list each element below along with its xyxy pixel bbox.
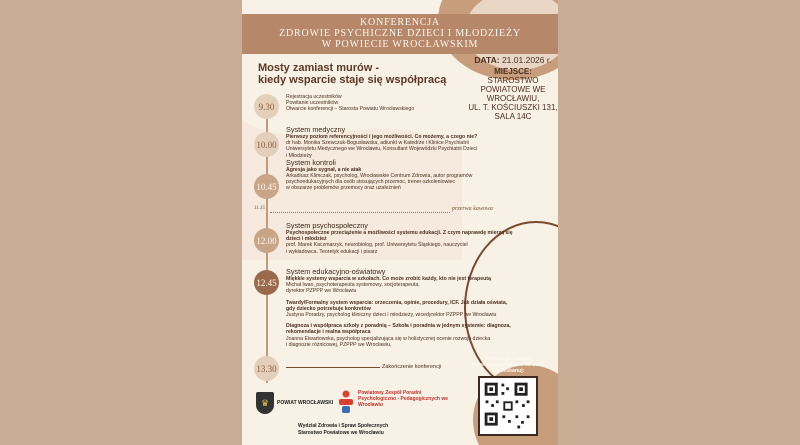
session-heading: System psychospołeczny [286,221,368,230]
organizer-footer [298,423,388,437]
time-badge: 12.45 [254,270,279,295]
schedule-line: Otwarcie konferencji – Starosta Powiatu Wrocławskiego [286,106,415,113]
session-topic: Diagnoza i współpraca szkoły z poradnią – Szkoła i poradnia w jednym systemie: diagnoza, rekomendacje i realna współpraca [286,323,511,336]
speaker-line: Michał Iwan, psychoterapeuta systemowy, socjoterapeuta, [286,282,420,289]
speaker-line: prof. Marek Kaczmarzyk, neurobiolog, prof. Uniwersytetu Śląskiego, nauczyciel [286,242,468,249]
poradnia-logo [338,390,458,414]
place-label: MIEJSCE: [494,67,532,76]
conference-banner [242,14,558,54]
event-date: 21.01.2026 r. [501,55,552,65]
place-line: WROCŁAWIU, [486,94,540,103]
title-line-1: Mosty zamiast murów - [258,62,380,74]
speaker-line: i diagnozie różnicowej, PZPPP we Wrocławiu, [286,341,392,348]
speaker-line: psychoedukacyjnych dla osób stosujących przemoc, trener-szkoleniowiec [286,179,455,186]
conference-poster [242,0,558,445]
registration-info [462,356,554,374]
registration-link[interactable]: www.pzp.edu.pl/konf-01-2026 [471,362,545,368]
qr-code-icon[interactable] [478,376,538,436]
closing-arrow [286,367,380,368]
time-badge: 10.00 [254,132,279,157]
session-topic: Psychospołeczne przeciążenie a możliwości systemu edukacji. Z czym naprawdę mierzą się dzieci i młodzież [286,230,513,243]
time-badge: 9.30 [254,94,279,119]
session-heading: System edukacyjno-oświatowy [286,267,386,276]
speaker-line: Arkadiusz Klimczak, psycholog, Wrocławskie Centrum Zdrowia, autor programów [286,173,473,180]
poradnia-logo-icon [338,390,354,414]
session-topic: Miękkie systemy wsparcia w szkołach. Co może zrobić każdy, kto nie jest terapeutą [286,276,491,282]
session-heading: System kontroli [286,157,336,167]
poradnia-name: Powiatowy Zespół Poradni Psychologiczno - Pedagogicznych we Wrocławiu [358,390,449,408]
schedule-item-opening [286,94,516,113]
speaker-line: i wykładowca. Teoretyk edukacji i pisarz [286,248,378,255]
session-heading: System medyczny [286,125,346,134]
speaker-line: dr hab. Monika Szewczuk-Bogusławska, adiunkt w Katedrze i Klinice Psychiatrii [286,140,469,147]
speaker-line: Uniwersytetu Medycznego we Wrocławiu, Konsultant Wojewódzki Psychiatrii Dzieci [286,146,478,153]
place-line: POWIATOWE WE [480,85,546,94]
speaker-line: Joanna Elwartowska, psycholog specjalizująca się w holistycznej ocenie rozwoju dziecka [286,335,491,342]
break-divider [270,212,450,213]
time-badge: 12.00 [254,228,279,253]
speaker-line: w obszarze problemów przemocy oraz uzależnień [286,185,401,192]
schedule-item-psychosocial [286,222,516,255]
speaker-line: dyrektor PZPPP we Wrocławiu [286,288,357,295]
powiat-name: POWIAT WROCŁAWSKI [277,400,334,406]
speaker-line: Justyna Poradzy, psycholog kliniczny dzieci i młodzieży, wicedyrektor PZPPP we Wrocławiu [286,312,497,319]
place-line: UL. T. KOŚCIUSZKI 131, [468,103,558,112]
conference-title [258,62,468,86]
session-topic: Agresja jako sygnał, a nie atak [286,166,362,173]
schedule-item-education [286,268,516,348]
place-line: STAROSTWO [487,76,539,85]
break-time: 11.15 [254,206,265,211]
title-line-2: kiedy wsparcie staje się współpracą [258,74,447,86]
footer-line: Starostwo Powiatowe we Wrocławiu [298,430,384,436]
session-topic: Pierwszy poziom referencyjności i jego możliwości. Co możemy, a czego nie? [286,134,478,140]
coat-of-arms-icon: ♛ [256,392,274,414]
banner-line-2: ZDROWIE PSYCHICZNE DZIECI I MŁODZIEŻY [279,28,521,39]
time-badge: 10.45 [254,174,279,199]
date-label: DATA: [474,55,500,65]
break-label: przerwa kawowa [452,206,493,212]
banner-line-3: W POWIECIE WROCŁAWSKIM [321,39,479,50]
coffee-break [252,206,542,218]
place-line: SALA 14C [494,112,532,121]
schedule-item-medical [286,126,516,192]
footer-line: Wydział Zdrowia i Spraw Społecznych [298,423,389,429]
schedule-line: Powitanie uczestników [286,100,339,107]
banner-line-1: KONFERENCJA [360,17,440,28]
powiat-logo [256,392,333,414]
closing-label: Zakończenie konferencji [382,364,442,370]
session-topic: Twardy/Formalny system wsparcia: orzeczenia, opinie, procedury, ICF. Jak działa oświata, gdy dziecko potrzebuje konkretów [286,299,508,312]
speaker-line: i Młodzieży [286,152,312,159]
info-line: Informacje i zapisy [484,356,532,362]
time-badge: 13.30 [254,356,279,381]
info-line: lub zeskanuj: [491,368,525,374]
schedule-line: Rejestracja uczestników [286,94,342,100]
